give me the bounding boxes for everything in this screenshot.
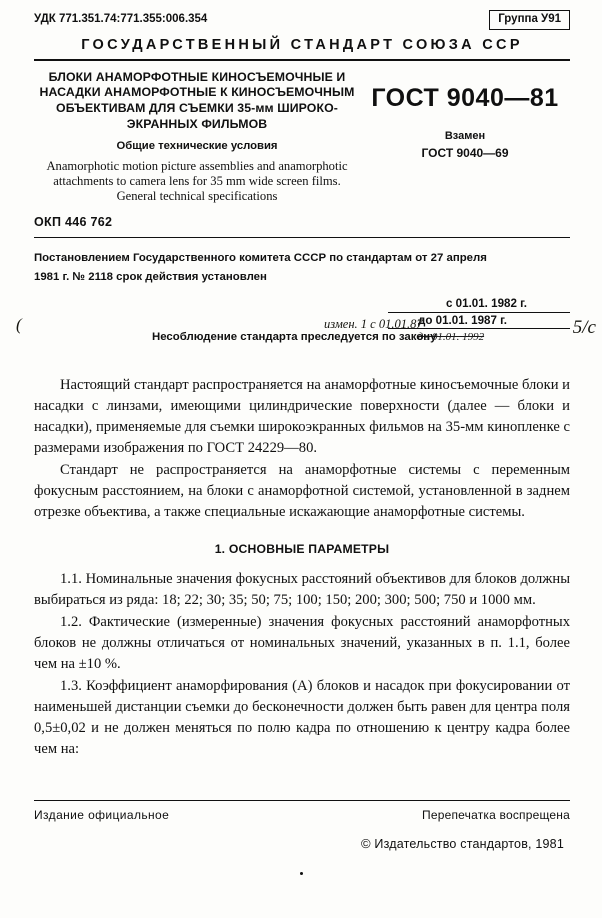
document-subtitle: Общие технические условия [116, 139, 278, 152]
handwritten-mark-right: 5/с [572, 317, 596, 338]
date-to: до 01.01. 1987 г. [388, 312, 570, 329]
footer-publisher: Издательство стандартов, 1981 [374, 837, 564, 851]
handwritten-mark-left: ( [16, 315, 22, 334]
document-title: БЛОКИ АНАМОРФОТНЫЕ КИНОСЪЕМОЧНЫЕ И НАСАДКИ АНАМОРФОТНЫЕ К КИНОСЪЕМОЧНЫМ ОБЪЕКТИВАМ ДЛЯ СЪЕМКИ 35-мм ШИРОКО-ЭКРАННЫХ ФИЛЬМОВ [39, 69, 355, 131]
date-struck: до 01.01. 1992 [418, 331, 485, 343]
handwritten-mark-middle: измен. 1 с 01.01.87 [324, 317, 423, 331]
scope-text [34, 375, 570, 523]
footer-publisher-line [34, 836, 570, 851]
footer-row [34, 808, 570, 822]
scope-paragraph-2: Стандарт не распространяется на анаморфотные системы с переменным фокусным расстоянием, на блоки с анаморфотной системой, установленной в заднем отрезке объектива, а также специальные искажающие анаморфотные системы. [34, 462, 570, 520]
page-footer [34, 808, 570, 851]
nonobservance-note: Несоблюдение стандарта преследуется по закону [152, 331, 437, 343]
scope-paragraph-1: Настоящий стандарт распространяется на анаморфотные киносъемочные блоки и насадки с линзами, имеющими цилиндрические поверхности (далее — блоки и насадки), применяемые для съемки широкоэкранных фильмов на 35-мм кинопленке с размерами изображения по ГОСТ 24229—80. [34, 377, 570, 456]
page-content [16, 10, 596, 760]
copyright-icon: © [360, 836, 371, 851]
standard-union-heading: ГОСУДАРСТВЕННЫЙ СТАНДАРТ СОЮЗА ССР [34, 37, 570, 61]
page-speck [300, 872, 303, 875]
group-box: Группа У91 [489, 10, 570, 30]
document-title-english: Anamorphotic motion picture assemblies and anamorphotic attachments to camera lens for 35 mm wide screen films. General technical specifications [46, 158, 348, 204]
date-from: с 01.01. 1982 г. [446, 297, 528, 310]
decree-line-2: 1981 г. № 2118 срок действия установлен [34, 271, 267, 284]
footer-divider [34, 800, 570, 801]
section-heading: 1. ОСНОВНЫЕ ПАРАМЕТРЫ [214, 542, 390, 556]
okp-code: ОКП 446 762 [34, 214, 113, 229]
clause-1-1: 1.1. Номинальные значения фокусных расстояний объективов для блоков должны выбираться из ряда: 18; 22; 30; 35; 50; 75; 100; 150; 200; 300; 500; 750 и 1000 мм. [34, 571, 570, 608]
title-left-column [34, 70, 360, 205]
validity-dates-block [16, 297, 596, 353]
vzamen-value: ГОСТ 9040—69 [421, 146, 509, 161]
divider-rule [34, 237, 570, 238]
decree-line-1: Постановлением Государственного комитета СССР по стандартам от 27 апреля [34, 251, 487, 264]
title-right-column [360, 70, 570, 161]
vzamen-label: Взамен [444, 130, 486, 143]
clause-1-3: 1.3. Коэффициент анаморфирования (А) блоков и насадок при фокусировании от наименьшей дистанции съемки до бесконечности должен быть равен для центра поля 0,5±0,02 и не должен меняться по полю кадра по отношению к центру кадра более чем на: [34, 678, 570, 757]
clause-list [34, 569, 570, 760]
gost-number: ГОСТ 9040—81 [371, 83, 559, 112]
title-block [34, 70, 570, 205]
footer-edition: Издание официальное [34, 808, 170, 822]
header-row [34, 10, 570, 30]
clause-1-2: 1.2. Фактические (измеренные) значения фокусных расстояний анаморфотных блоков не должны отличаться от номинальных значений, указанных в п. 1.1, более чем на ±10 %. [34, 614, 570, 672]
decree-block [34, 250, 570, 287]
udk-code: УДК 771.351.74:771.355:006.354 [34, 13, 208, 25]
footer-reprint-note: Перепечатка воспрещена [422, 808, 570, 822]
